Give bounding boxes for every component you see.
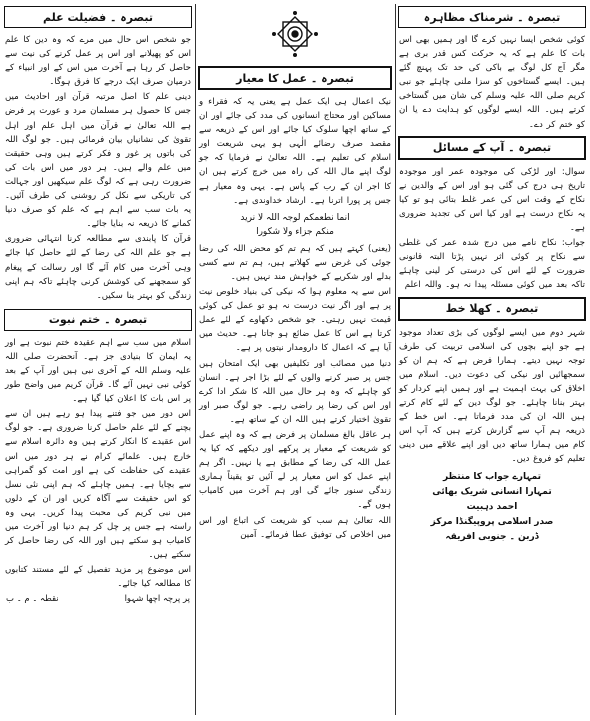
article-body [399,33,585,132]
paragraph: جو شخص اس حال میں مرے کہ وہ دین کا علم اس کو پھیلانے اور اس پر عمل کرنے کی نیت سے حاصل کر رہا ہے آخرت میں اس کے اور انبیاء کے درمیان صرف ایک درجے کا فرق ہوگا۔ [5,35,191,88]
paragraph: اسلام میں سب سے اہم عقیدہ ختم نبوت ہے اور یہ ایمان کا بنیادی جز ہے۔ آنحضرت صلی اللہ علیہ وسلم اللہ کے آخری نبی ہیں اور آپ کے بعد کوئی نبی نہیں آئے گا۔ قرآن کریم میں واضح طور پر اس بات کا اعلان کیا گیا ہے۔ [5,337,191,405]
paragraph: دینی علم کا اصل مرتبہ قرآن اور احادیث میں جس کا حصول ہر مسلمان مرد و عورت پر فرض ہے اللہ تعالیٰ نے قرآن میں اہل علم اور اہل تقویٰ کی نشانیاں بیان فرمائی ہیں۔ جو لوگ اللہ کی باتوں پر غور و فکر کرتے ہیں وہی حقیقت میں علم والے ہیں۔ ہر دور میں اس بات کی ضرورت رہی ہے کہ لوگ علم سیکھیں اور جہالت کی تاریکی سے نکل کر روشنی کی طرف آئیں۔ یہ بات سب سے اہم ہے کہ علم کو صرف دنیا کمانے کا ذریعہ نہ بنایا جائے۔ [5,92,191,230]
paragraph: سوال: اور لڑکی کی موجودہ عمر اور موجودہ تاریخ ہی درج کی گئی ہو اور اس کے والدین نے نکاح کے وقت اس کی عمر غلط بتائی ہو تو کیا یہ نکاح درست ہے اور کیا اس کی تجدید ضروری ہے۔ [399,166,585,234]
signature-name: احمد دہبیت [466,502,518,513]
article-body [399,165,585,293]
signature-block [398,470,586,545]
star-ornament-icon [271,10,319,58]
paragraph: ہر عاقل بالغ مسلمان پر فرض ہے کہ وہ اپنے عمل کو شریعت کے معیار پر پرکھے اور دیکھے کہ کیا یہ عمل اللہ کی رضا کے مطابق ہے یا نہیں۔ اگر ہم اپنے عمل کو اس معیار پر لے آئیں تو یقیناً ہماری زندگی سنور جائے گی اور ہم آخرت میں کامیاب ہوں گے۔ [199,429,391,511]
signature-line: ڈربن ۔ جنوبی افریقہ [445,532,539,543]
section-fazilat-ilm [4,6,192,303]
paragraph: نیک اعمال ہی ایک عمل ہے یعنی یہ کہ فقراء و مساکین اور محتاج انسانوں کی مدد کی جائے اور ان کے ساتھ اچھا سلوک کیا جائے اور اس کے ذریعہ سے مقصد صرف رضائے الٰہی ہو یہی شریعت اور اسلام کی تعلیم ہے۔ اللہ تعالیٰ نے فرمایا کہ جو لوگ اپنے مال اللہ کی راہ میں خرچ کرتے ہیں ان کا اجر ان کے رب کے پاس ہے۔ یہی وہ معیار ہے جس پر پورا اترنا ہے۔ ارشاد خداوندی ہے۔ [199,97,391,206]
left-column [4,4,192,715]
article-body [5,33,191,303]
paragraph: جواب: نکاح نامے میں درج شدہ عمر کی غلطی سے نکاح پر کوئی اثر نہیں پڑتا البتہ قانونی ضرورت کے لئے اس کی درستی کر لینی چاہئے تاکہ بعد میں کوئی مسئلہ پیدا نہ ہو۔ واللہ اعلم [399,238,585,291]
paragraph: اس سے یہ معلوم ہوا کہ نیکی کی بنیاد خلوص نیت پر ہے اور اگر نیت درست نہ ہو تو عمل کی کوئی قیمت نہیں رہتی۔ جو شخص دکھاوے کے لئے عمل کرتا ہے اس کا عمل ضائع ہو جاتا ہے۔ حدیث میں آیا ہے کہ اعمال کا دارومدار نیتوں پر ہے۔ [199,287,391,354]
section-aap-ke-masail [398,136,586,293]
paragraph: دنیا میں مصائب اور تکلیفیں بھی ایک امتحان ہیں جس پر صبر کرنے والوں کے لئے بڑا اجر ہے۔ انسان کو چاہئے کہ وہ ہر حال میں اللہ کا شکر ادا کرے اور اس کی رضا پر راضی رہے۔ جو لوگ صبر اور تقویٰ اختیار کرتے ہیں اللہ ان کے ساتھ ہے۔ [199,358,391,425]
section-title: تبصرہ ۔ آپ کے مسائل [398,136,586,160]
section-title: تبصرہ ۔ ختم نبوت [4,309,192,331]
signature-line: تمہارے جواب کا منتظر [442,472,542,483]
article-body [5,336,191,592]
paragraph: اس موضوع پر مزید تفصیل کے لئے مستند کتابوں کا مطالعہ کیا جائے۔ [5,565,191,590]
signature-line: صدر اسلامی پروپیگنڈا مرکز [430,517,554,528]
article-body [399,326,585,467]
verse-line: انما نطعمکم لوجہ اللہ لا نرید [240,212,350,223]
section-khatm-nubuwwat [4,309,192,605]
paragraph: شہر دوم میں ایسے لوگوں کی بڑی تعداد موجود ہے جو اپنے بچوں کی اسلامی تربیت کی طرف توجہ نہیں دیتے۔ ہمارا فرض ہے کہ ہم ان کو سمجھائیں اور نیکی کی دعوت دیں۔ اسلام میں اخلاق کی بہت اہمیت ہے اور ہمیں اپنے کردار کو بہتر بنانا چاہئے۔ جو لوگ دین کے لئے کام کرتے ہیں اللہ ان کی مدد فرماتا ہے۔ اس خط کے ذریعہ ہم آپ سے گزارش کرتے ہیں کہ آپ اس کام میں ہمارا ساتھ دیں اور اپنے علاقے میں دینی تعلیم کو فروغ دیں۔ [399,327,585,465]
right-column [398,4,586,715]
paragraph: (یعنی) کہتے ہیں کہ ہم تم کو محض اللہ کی رضا جوئی کی غرض سے کھلاتے ہیں، ہم تم سے کسی بدلے اور شکریے کے خواہش مند نہیں ہیں۔ [199,243,391,282]
paragraph: اس دور میں جو فتنے پیدا ہو رہے ہیں ان سے بچنے کے لئے علم حاصل کرنا ضروری ہے۔ جو لوگ اس عقیدے کا انکار کرتے ہیں وہ دائرہ اسلام سے خارج ہیں۔ علمائے کرام نے ہر دور میں اس عقیدے کی حفاظت کی ہے اور امت کو گمراہی سے بچایا ہے۔ ہمیں چاہئے کہ ہم اپنی نئی نسل کو اس حقیقت سے آگاہ کریں اور ان کے دلوں میں نبی کریم کی محبت پیدا کریں۔ یہی وہ راستہ ہے جس پر چل کر ہم دنیا اور آخرت میں کامیاب ہو سکتے ہیں اور اللہ کی رضا حاصل کر سکتے ہیں۔ [5,409,191,561]
column-rule [195,4,196,715]
footer-marker: نقطہ ۔ م ۔ ب [6,594,59,605]
section-sharmnak-muzahira [398,6,586,132]
section-khula-khat [398,297,586,546]
page-footer [6,593,190,604]
column-rule [395,4,396,715]
paragraph: اللہ تعالیٰ ہم سب کو شریعت کی اتباع اور اس میں اخلاص کی توفیق عطا فرمائے۔ آمین [199,515,391,540]
section-title: تبصرہ ۔ عمل کا معیار [198,66,392,90]
article-body [199,95,391,208]
footer-note: پر پرچہ اچھا شہوا [124,594,190,605]
article-body [199,242,391,542]
quran-verse [198,211,392,239]
section-amal-ka-miyar [198,66,392,542]
section-title: تبصرہ ۔ فضیلت علم [4,6,192,28]
verse-line: منکم جزاء ولا شکورا [256,226,334,237]
paragraph: کوئی شخص ایسا نہیں کرے گا اور ہمیں بھی اس بات کا علم ہے کہ یہ حرکت کس قدر بری ہے مگر آج کل لوگ بے باکی کی حد تک پہنچ گئے ہیں۔ ایسے گستاخوں کو سزا ملنی چاہئے جو نبی کریم صلی اللہ علیہ وسلم کی شان میں گستاخی کرتے ہیں۔ اللہ ایسے لوگوں کو ہدایت دے یا ان کو ختم کر دے۔ [399,35,585,130]
middle-column [198,4,392,715]
section-title: تبصرہ ۔ شرمناک مظاہرہ [398,6,586,28]
section-title: تبصرہ ۔ کھلا خط [398,297,586,321]
paragraph: قرآن کا پابندی سے مطالعہ کرنا انتہائی ضروری ہے جو علم اللہ کی رضا کے لئے حاصل کیا جائے وہی آخرت میں کام آئے گا اور رسالت کے پیغام کو سمجھنے کی کوشش کرنی چاہئے تاکہ ہم اپنی زندگی کو بہتر بنا سکیں۔ [5,234,191,301]
signature-line: تمہارا انسانی شریک بھائی [432,487,552,498]
ornament-icon [198,10,392,58]
